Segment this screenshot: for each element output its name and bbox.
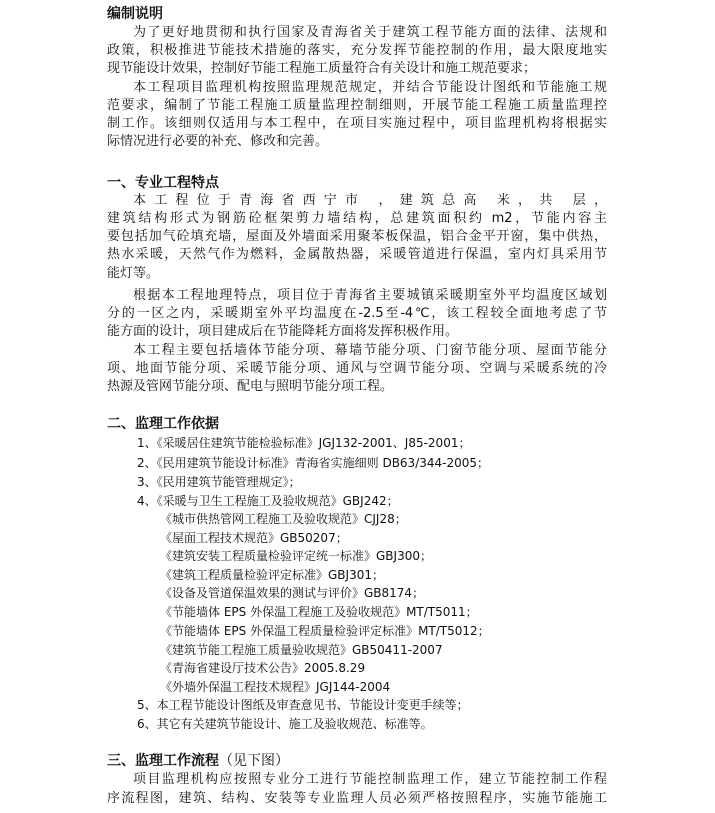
basis-sublist-item: 《建筑节能工程施工质量验收规范》GB50411-2007 (160, 643, 443, 657)
basis-sublist-item: 《外墙外保温工程技术规程》JGJ144-2004 (160, 680, 391, 694)
s3-p1-line: 序流程图，建筑、结构、安装等专业监理人员必须严格按照程序，实施节能施工 (107, 791, 607, 806)
basis-list-item: 5、本工程节能设计图纸及审查意见书、节能设计变更手续等； (137, 698, 469, 712)
intro-heading: 编制说明 (107, 6, 163, 22)
basis-sublist-item: 《建筑安装工程质量检验评定统一标准》GBJ300； (160, 549, 432, 563)
basis-list-item: 4、《采暖与卫生工程施工及验收规范》GBJ242； (137, 494, 399, 508)
intro-p2-line: 本工程项目监理机构按照监理规范规定，并结合节能设计图纸和节能施工规 (133, 80, 607, 95)
s1-p3-line: 热源及管网节能分项、配电与照明节能分项工程。 (107, 379, 394, 394)
s1-p3-line: 项、地面节能分项、采暖节能分项、通风与空调节能分项、空调与采暖系统的冷 (107, 361, 607, 376)
basis-sublist-item: 《节能墙体 EPS 外保温工程质量检验评定标准》MT/T5012； (160, 624, 490, 638)
section-1-heading: 一、专业工程特点 (107, 175, 219, 191)
basis-list-item: 3、《民用建筑节能管理规定》； (137, 475, 301, 489)
s1-p1-line: 本工程位于青海省西宁市 ，建筑总高 米，共 层， (133, 193, 607, 208)
s1-p2-line: 根据本工程地理特点，项目位于青海省主要城镇采暖期室外平均温度区域划 (133, 288, 607, 303)
s1-p3-line: 本工程主要包括墙体节能分项、幕墙节能分项、门窗节能分项、屋面节能分 (133, 343, 607, 358)
basis-sublist-item: 《建筑工程质量检验评定标准》GBJ301； (160, 568, 384, 582)
s1-p2-line: 能方面的设计，项目建成后在节能降耗方面将发挥积极作用。 (107, 324, 459, 339)
section-3-heading-note: （见下图） (219, 753, 289, 769)
section-3-heading (107, 753, 289, 769)
intro-p1-line: 政策，积极推进节能技术措施的落实，充分发挥节能控制的作用，最大限度地实 (107, 43, 607, 58)
intro-p1-line: 现节能设计效果，控制好节能工程施工质量符合有关设计和施工规范要求； (107, 61, 537, 76)
intro-p2-line: 范要求，编制了节能工程施工质量监理控制细则，开展节能工程施工质量监理控 (107, 98, 607, 113)
intro-p2-line: 际情况进行必要的补充、修改和完善。 (107, 134, 329, 149)
section-2-heading: 二、监理工作依据 (107, 416, 219, 432)
section-3-heading-bold: 三、监理工作流程 (107, 753, 219, 769)
s1-p1-line: 热水采暖，天然气作为燃料，金属散热器，采暖管道进行保温，室内灯具采用节 (107, 247, 607, 262)
basis-list-item: 2、《民用建筑节能设计标准》青海省实施细则 DB63/344-2005； (137, 456, 490, 470)
s1-p1-line: 能灯等。 (107, 266, 160, 281)
s1-p1-line: 建筑结构形式为钢筋砼框架剪力墙结构，总建筑面积约 m2，节能内容主 (107, 211, 607, 226)
basis-sublist-item: 《节能墙体 EPS 外保温工程施工及验收规范》MT/T5011； (160, 605, 478, 619)
intro-p2-line: 制工作。该细则仅适用与本工程中，在项目实施过程中，项目监理机构将根据实 (107, 116, 607, 131)
basis-sublist-item: 《设备及管道保温效果的测试与评价》GB8174； (160, 586, 425, 600)
basis-list-item: 1、《采暖居住建筑节能检验标准》JGJ132-2001、J85-2001； (137, 436, 471, 450)
basis-list-item: 6、其它有关建筑节能设计、施工及验收规范、标准等。 (137, 717, 433, 731)
basis-sublist-item: 《屋面工程技术规范》GB50207； (160, 531, 348, 545)
s1-p2-line: 分的一区之内，采暖期室外平均温度在-2.5至-4℃，该工程较全面地考虑了节 (107, 306, 607, 321)
basis-sublist-item: 《城市供热管网工程施工及验收规范》CJJ28； (160, 512, 407, 526)
intro-p1-line: 为了更好地贯彻和执行国家及青海省关于建筑工程节能方面的法律、法规和 (133, 25, 607, 40)
s1-p1-line: 要包括加气砼填充墙，屋面及外墙面采用聚苯板保温，铝合金平开窗，集中供热， (107, 229, 607, 244)
basis-sublist-item: 《青海省建设厅技术公告》2005.8.29 (160, 661, 366, 675)
s3-p1-line: 项目监理机构应按照专业分工进行节能控制监理工作，建立节能控制工作程 (133, 772, 607, 787)
